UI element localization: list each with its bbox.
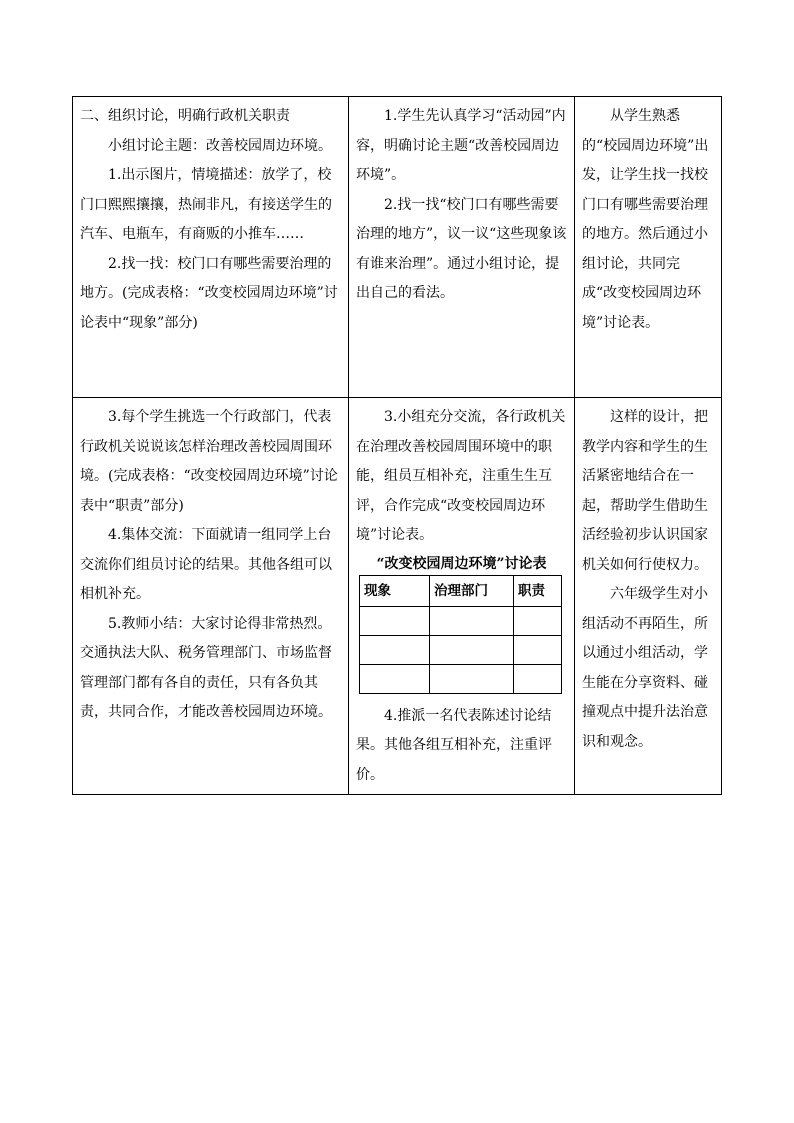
blank-cell [360,606,430,635]
blank-cell [430,606,514,635]
blank-cell [430,664,514,693]
blank-cell [360,635,430,664]
student-activity-cell [349,97,575,398]
paragraph: 从学生熟悉的“校园周边环境”出发，让学生找一找校门口有哪些需要治理的地方。然后通过小组讨论，共同完成“改变校园周边环境”讨论表。 [582,108,709,331]
lesson-plan-table [72,96,722,795]
student-activity-cell [349,398,575,795]
paragraph: 2.找一找“校门口有哪些需要治理的地方”，议一议“这些现象该有谁来治理”。通过小组讨论，提出自己的看法。 [356,196,567,301]
paragraph: 3.小组充分交流，各行政机关在治理改善校园周围环境中的职能，组员互相补充，注重生生互评，合作完成“改变校园周边环境”讨论表。 [356,409,566,543]
paragraph: 3.每个学生挑选一个行政部门，代表行政机关说说该怎样治理改善校园周围环境。(完成表格：“改变校园周边环境”讨论表中“职责”部分) [80,409,338,514]
paragraph: 5.教师小结：大家讨论得非常热烈。交通执法大队、税务管理部门、市场监督管理部门都有各自的责任，只有各负其责，共同合作，才能改善校园周边环境。 [80,615,332,720]
header-cell: 职责 [514,575,562,606]
paragraph: 六年级学生对小组活动不再陌生，所以通过小组活动，学生能在分享资料、碰撞观点中提升法治意识和观念。 [582,586,708,750]
paragraph: 这样的设计，把教学内容和学生的生活紧密地结合在一起，帮助学生借助生活经验初步认识国家机关如何行使权力。 [582,409,708,573]
teacher-activity-cell [73,398,349,795]
blank-cell [360,664,430,693]
table-row [73,398,722,795]
discussion-table-title: “改变校园周边环境”讨论表 [376,555,547,572]
blank-cell [514,606,562,635]
header-cell: 治理部门 [430,575,514,606]
header-cell: 现象 [360,575,430,606]
discussion-table-header [360,575,562,606]
table-row [360,664,562,693]
paragraph: 4.集体交流：下面就请一组同学上台交流你们组员讨论的结果。其他各组可以相机补充。 [80,527,332,602]
section-heading: 二、组织讨论，明确行政机关职责 [80,108,290,124]
design-intent-cell [575,398,722,795]
paragraph: 4.推派一名代表陈述讨论结果。其他各组互相补充，注重评价。 [356,707,552,783]
blank-cell [514,664,562,693]
design-intent-cell [575,97,722,398]
discussion-table [359,575,562,694]
table-row [360,635,562,664]
paragraph: 1.出示图片，情境描述：放学了，校门口熙熙攘攘，热闹非凡，有接送学生的汽车、电瓶车，有商贩的小推车…… [80,167,332,242]
table-row [360,606,562,635]
teacher-activity-cell [73,97,349,398]
paragraph: 2.找一找：校门口有哪些需要治理的地方。(完成表格：“改变校园周边环境”讨论表中“现象”部分) [80,255,338,331]
blank-cell [430,635,514,664]
paragraph: 1.学生先认真学习“活动园”内容，明确讨论主题“改善校园周边环境”。 [356,108,566,183]
blank-cell [514,635,562,664]
paragraph: 小组讨论主题：改善校园周边环境。 [108,137,332,154]
lesson-plan-page [72,96,721,795]
table-row [73,97,722,398]
